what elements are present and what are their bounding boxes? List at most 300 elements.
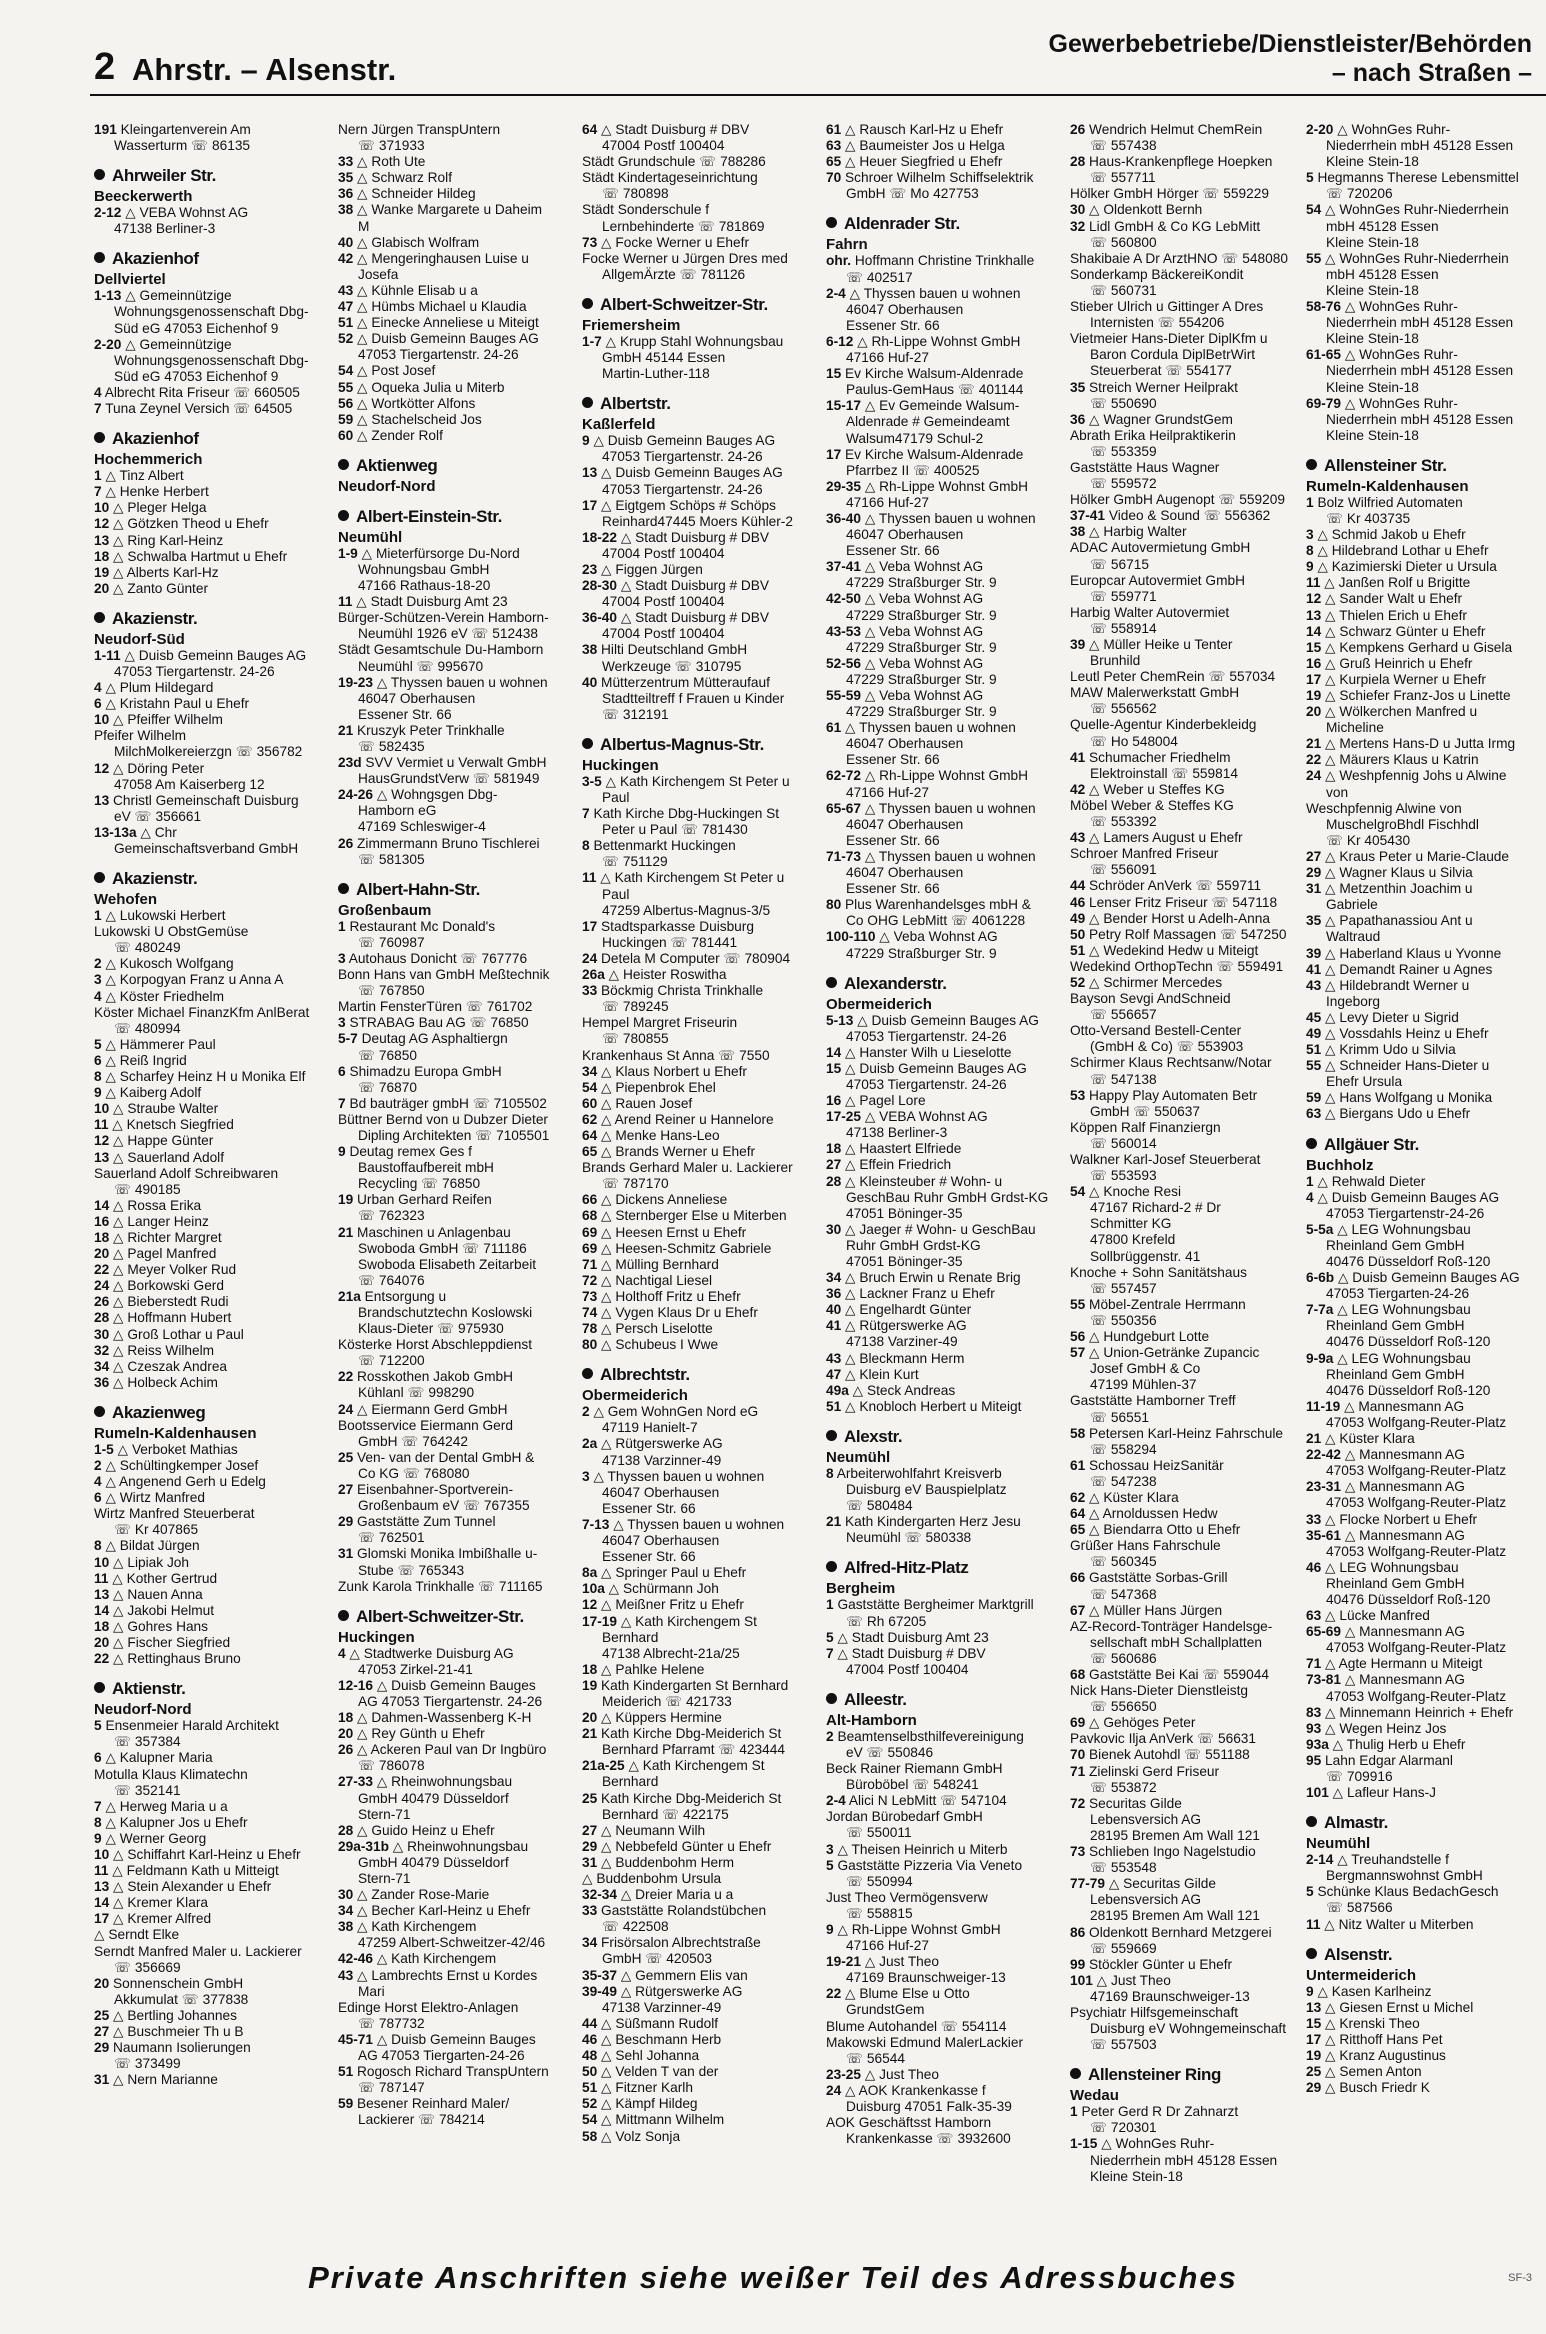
directory-entry [94, 1458, 330, 1474]
directory-entry [582, 967, 818, 983]
entry-text: △ Nebbefeld Günter u Ehefr [601, 1838, 772, 1854]
house-number: 12 [1306, 591, 1322, 607]
entry-continuation: 47004 Postf 100404 [602, 594, 725, 610]
category-line-1: Gewerbebetriebe/Dienstleister/Behörden [1048, 30, 1532, 58]
district-name: Fahrn [826, 236, 868, 254]
street-heading [1306, 456, 1546, 476]
directory-entry [1070, 1088, 1306, 1104]
house-number: 7-13 [582, 1516, 610, 1532]
entry-text: Peter Gerd R Dr Zahnarzt [1081, 2104, 1239, 2120]
entry-text: △ Chr [140, 824, 177, 840]
house-number: 38 [338, 1919, 354, 1935]
bullet-icon [94, 612, 105, 623]
column-1 [94, 122, 330, 2232]
entry-text: △ Dickens Anneliese [601, 1192, 728, 1208]
house-number: 2 [582, 1404, 590, 1420]
directory-entry [338, 2096, 574, 2112]
house-number: 25 [94, 2007, 110, 2023]
street-heading [582, 1365, 818, 1385]
directory-entry [338, 1726, 574, 1742]
directory-entry [582, 1839, 818, 1855]
entry-text: △ Kother Gertrud [112, 1570, 218, 1586]
directory-entry [1070, 685, 1306, 701]
entry-text: △ Thyssen bauen u wohnen [864, 848, 1036, 864]
street-name: Albert-Hahn-Str. [356, 879, 480, 899]
entry-text: △ Krupp Stahl Wohnungsbau [605, 333, 784, 349]
entry-text: △ Hämmerer Paul [105, 1036, 216, 1052]
entry-text: Deutag AG Asphaltiergn [361, 1031, 508, 1047]
house-number: 12 [94, 1133, 110, 1149]
house-number: 8 [1306, 543, 1314, 559]
house-number: 26 [338, 1742, 354, 1758]
entry-text: △ Springer Paul u Ehefr [601, 1565, 747, 1581]
street-name: Akazienstr. [112, 608, 198, 628]
entry-text: Pavkovic Ilja AnVerk ☏ 56631 [1070, 1731, 1257, 1747]
house-number: 28 [1070, 154, 1086, 170]
entry-continuation: ☏ Kr 407865 [114, 1522, 199, 1538]
entry-continuation: Internisten ☏ 554206 [1090, 315, 1225, 331]
house-number: 44 [1070, 878, 1086, 894]
entry-text: Schumacher Friedhelm [1089, 749, 1231, 765]
entry-text: Lidl GmbH & Co KG LebMitt [1089, 218, 1261, 234]
district-name: Neumühl [1306, 1835, 1371, 1853]
house-number: 43 [338, 1967, 354, 1983]
entry-text: △ Schwarz Rolf [357, 170, 453, 186]
entry-text: △ Schiefer Franz-Jos u Linette [1325, 688, 1511, 703]
entry-text: Bettenmarkt Huckingen [593, 838, 736, 854]
house-number: 63 [1306, 1106, 1322, 1122]
directory-entry [826, 2067, 1062, 2083]
house-number: 6-12 [826, 333, 854, 349]
directory-entry [1306, 752, 1546, 768]
directory-entry [94, 1799, 330, 1815]
entry-continuation: ☏ 550994 [846, 1873, 913, 1889]
entry-text: △ Arnoldussen Hedw [1089, 1506, 1218, 1522]
house-number: 60 [582, 1095, 598, 1111]
directory-entry [94, 2008, 330, 2024]
directory-entry [582, 838, 818, 854]
street-name: Albert-Schweitzer-Str. [356, 1606, 524, 1626]
house-number: 31 [94, 2072, 110, 2088]
directory-entry [582, 578, 818, 594]
directory-entry [1306, 1270, 1546, 1286]
entry-text: △ Duisb Gemeinn Bauges AG [1337, 1270, 1520, 1286]
entry-text: △ Schültingkemper Josef [105, 1458, 259, 1473]
directory-entry [338, 1887, 574, 1903]
entry-text: Abrath Erika Heilpraktikerin [1070, 427, 1236, 443]
house-number: 100-110 [826, 929, 876, 945]
entry-continuation: GeschBau Ruhr GmbH Grdst-KG [846, 1189, 1049, 1205]
entry-text: △ Lücke Manfred [1325, 1608, 1430, 1624]
entry-text: Autohaus Donicht ☏ 767776 [348, 950, 528, 966]
street-heading [826, 974, 1062, 994]
page-header [0, 0, 1546, 100]
entry-continuation: 47166 Huf-27 [846, 784, 929, 800]
directory-entry [826, 511, 1062, 527]
house-number: 3 [94, 972, 102, 988]
directory-entry [1070, 154, 1306, 170]
directory-entry [1070, 1265, 1306, 1281]
entry-continuation: ☏ 556091 [1090, 862, 1157, 878]
directory-entry [1070, 460, 1306, 476]
house-number: 5-7 [338, 1031, 358, 1047]
street-name: Akazienweg [112, 1402, 206, 1422]
directory-entry [94, 401, 330, 417]
directory-entry [338, 331, 574, 347]
entry-continuation: Walsum47179 Schul-2 [846, 430, 984, 446]
entry-text: △ Götzken Theod u Ehefr [113, 516, 269, 532]
directory-entry [826, 1466, 1062, 1482]
street-name: Alexanderstr. [844, 973, 947, 993]
entry-text: △ Mengeringhausen Luise u [357, 250, 529, 266]
directory-entry [1070, 782, 1306, 798]
directory-entry [1070, 1957, 1306, 1973]
house-number: 35 [1070, 379, 1086, 395]
entry-text: △ Meißner Fritz u Ehefr [601, 1597, 744, 1613]
directory-entry [826, 1351, 1062, 1367]
house-number: 40 [826, 1302, 842, 1318]
entry-text: Deutag remex Ges f [349, 1144, 472, 1160]
entry-continuation: ☏ 356669 [114, 1959, 181, 1975]
directory-entry [582, 154, 818, 170]
entry-text: AZ-Record-Tonträger Handelsge- [1070, 1618, 1273, 1634]
entry-continuation: Lebensversich AG [1090, 1892, 1202, 1908]
entry-text: △ Figgen Jürgen [601, 561, 703, 577]
directory-entry [1070, 911, 1306, 927]
entry-text: Sonnenschein GmbH [113, 1975, 244, 1991]
entry-text: △ Rettinghaus Bruno [113, 1651, 241, 1667]
directory-entry [826, 1383, 1062, 1399]
entry-continuation: ☏ 780855 [602, 1031, 669, 1047]
entry-text: △ Rey Günth u Ehefr [357, 1726, 485, 1742]
entry-text: Büttner Bernd von u Dubzer Dieter [338, 1111, 548, 1127]
entry-text: △ Stein Alexander u Ehefr [113, 1879, 272, 1895]
house-number: 4 [94, 680, 102, 696]
entry-text: △ Papathanassiou Ant u [1325, 913, 1473, 929]
entry-continuation: 47166 Huf-27 [846, 494, 929, 510]
entry-text: Shakibaie A Dr ArztHNO ☏ 548080 [1070, 250, 1288, 266]
directory-entry [1070, 1184, 1306, 1200]
directory-entry [582, 983, 818, 999]
entry-text: Securitas Gilde [1089, 1795, 1182, 1811]
house-number: 34 [582, 1063, 598, 1079]
directory-entry [1070, 1506, 1306, 1522]
entry-text: △ Duisb Gemeinn Bauges AG [1317, 1189, 1500, 1205]
directory-entry [1306, 1721, 1546, 1737]
entry-continuation: Meiderich ☏ 421733 [602, 1693, 732, 1709]
house-number: 16 [94, 1213, 110, 1229]
entry-text: △ Veba Wohnst AG [864, 688, 984, 703]
entry-text: △ Kristahn Paul u Ehefr [105, 696, 250, 712]
directory-entry [582, 1096, 818, 1112]
entry-continuation: ☏ 720301 [1090, 2120, 1157, 2136]
house-number: 35-61 [1306, 1527, 1342, 1543]
directory-entry [826, 1890, 1062, 1906]
house-number: 12-16 [338, 1677, 374, 1693]
directory-entry [1306, 543, 1546, 559]
house-number: 34 [826, 1270, 842, 1286]
directory-entry [1070, 202, 1306, 218]
house-number: 61-65 [1306, 347, 1342, 363]
house-number: 23d [338, 755, 362, 771]
directory-entry [582, 2016, 818, 2032]
entry-continuation: Süd eG 47053 Eichenhof 9 [114, 320, 279, 336]
bullet-icon [1306, 459, 1317, 470]
house-number: 1 [1306, 494, 1314, 510]
entry-text: △ Rehwald Dieter [1317, 1173, 1426, 1189]
directory-entry [338, 1450, 574, 1466]
entry-continuation: ☏ 558294 [1090, 1441, 1157, 1457]
house-number: 63 [1306, 1608, 1322, 1624]
directory-entry [94, 1571, 330, 1587]
directory-entry [582, 465, 818, 481]
directory-entry [582, 1112, 818, 1128]
entry-continuation: ☏ 587566 [1326, 1900, 1393, 1916]
entry-text: △ WohnGes Ruhr-Niederrhein [1325, 250, 1509, 266]
house-number: 26a [582, 967, 605, 983]
street-name: Alsenstr. [1324, 1944, 1393, 1964]
entry-text: △ Wegen Heinz Jos [1325, 1720, 1447, 1736]
entry-text: Petry Rolf Massagen ☏ 547250 [1089, 926, 1287, 942]
entry-text: △ Treuhandstelle f [1337, 1852, 1449, 1868]
directory-entry [582, 2096, 818, 2112]
house-number: 22 [1306, 752, 1322, 768]
entry-text: △ Scharfey Heinz H u Monika Elf [105, 1069, 306, 1085]
entry-text: △ Groß Lothar u Paul [113, 1326, 244, 1342]
directory-entry [338, 1096, 574, 1112]
entry-continuation: Duisburg eV Wohngemeinschaft [1090, 2021, 1287, 2037]
house-number: 3-5 [582, 773, 602, 789]
house-number: 95 [1306, 1752, 1322, 1768]
house-number: 15 [1306, 2015, 1322, 2031]
directory-entry [94, 1294, 330, 1310]
directory-entry [826, 334, 1062, 350]
directory-entry [1070, 1120, 1306, 1136]
house-number: 51 [338, 2064, 354, 2080]
entry-continuation: 47229 Straßburger Str. 9 [846, 704, 997, 720]
directory-entry [94, 1863, 330, 1879]
entry-continuation: MuschelgroBhdl Fischhdl [1326, 816, 1479, 832]
directory-entry [1070, 637, 1306, 653]
house-number: 10 [94, 500, 110, 516]
entry-continuation: Brunhild [1090, 653, 1141, 669]
entry-text: Bürger-Schützen-Verein Hamborn- [338, 610, 549, 626]
directory-entry [1306, 1010, 1546, 1026]
entry-continuation: 47004 Postf 100404 [602, 626, 725, 642]
street-name: Albert-Einstein-Str. [356, 506, 502, 526]
entry-text: △ Süßmann Rudolf [601, 2015, 719, 2031]
entry-text: △ Piepenbrok Ehel [601, 1079, 716, 1095]
entry-continuation: Lebensversich AG [1090, 1811, 1202, 1827]
entry-text: △ Theisen Heinrich u Miterb [837, 1841, 1008, 1857]
directory-entry [1070, 1297, 1306, 1313]
house-number: 73 [582, 234, 598, 250]
directory-entry [94, 337, 330, 353]
entry-continuation: M [358, 218, 370, 234]
house-number: 54 [1070, 1184, 1086, 1200]
entry-text: Happy Play Automaten Betr [1089, 1087, 1258, 1103]
entry-continuation: Elektroinstall ☏ 559814 [1090, 765, 1238, 781]
entry-text: Hempel Margret Friseurin [582, 1015, 738, 1031]
entry-text: Städt Kindertageseinrichtung [582, 170, 758, 186]
house-number: 73 [582, 1288, 598, 1304]
directory-entry [94, 1442, 330, 1458]
entry-continuation: 47138 Varziner-49 [846, 1334, 958, 1350]
directory-entry [1070, 186, 1306, 202]
entry-text: △ Becher Karl-Heinz u Ehefr [357, 1903, 531, 1919]
directory-entry [582, 1823, 818, 1839]
directory-entry [1306, 962, 1546, 978]
house-number: 1 [1306, 1173, 1314, 1189]
house-number: 22 [338, 1369, 354, 1385]
house-number: 34 [582, 1935, 598, 1951]
street-heading [94, 166, 330, 186]
entry-text: △ Biendarra Otto u Ehefr [1089, 1522, 1241, 1538]
entry-continuation: ☏ 56544 [846, 2050, 905, 2066]
directory-entry [1070, 846, 1306, 862]
entry-continuation: 47169 Schleswiger-4 [358, 819, 486, 835]
entry-text: Gaststätte Pizzeria Via Veneto [837, 1857, 1023, 1873]
house-number: 13 [94, 792, 110, 808]
entry-text: △ Veba Wohnst AG [864, 559, 984, 575]
house-number: 21a [338, 1288, 361, 1304]
house-number: 55-59 [826, 688, 862, 703]
house-number: 72 [582, 1272, 598, 1288]
bullet-icon [826, 1693, 837, 1704]
directory-entry [338, 363, 574, 379]
directory-entry [94, 825, 330, 841]
directory-entry [94, 1037, 330, 1053]
district-name: Rumeln-Kaldenhausen [94, 1424, 257, 1442]
entry-text: △ Feldmann Kath u Mitteigt [112, 1863, 279, 1879]
entry-continuation: ☏ 560686 [1090, 1650, 1157, 1666]
directory-columns [94, 122, 1546, 2232]
bullet-icon [94, 252, 105, 263]
directory-entry [1306, 1608, 1546, 1624]
house-number: 17 [582, 918, 598, 934]
entry-continuation: ☏ 550356 [1090, 1312, 1157, 1328]
house-number: 7 [826, 1645, 834, 1661]
entry-text: Gaststätte Bei Kai ☏ 559044 [1089, 1667, 1269, 1682]
entry-text: Köster Michael FinanzKfm AnlBerat [94, 1004, 310, 1020]
entry-continuation: ☏ 547368 [1090, 1586, 1157, 1602]
directory-entry [826, 1514, 1062, 1530]
entry-continuation: Schmitter KG [1090, 1216, 1172, 1232]
house-number: 17 [94, 1911, 110, 1927]
house-number: 5-5a [1306, 1221, 1334, 1237]
house-number: 55 [1306, 250, 1322, 266]
directory-entry [1070, 1683, 1306, 1699]
entry-text: △ Tinz Albert [105, 468, 184, 484]
directory-entry [1306, 170, 1546, 186]
entry-continuation: Gemeinschaftsverband GmbH [114, 841, 299, 856]
house-number: 30 [94, 1326, 110, 1342]
entry-text: Eisenbahner-Sportverein- [357, 1482, 514, 1498]
house-number: 26 [94, 1294, 110, 1310]
directory-entry [1306, 768, 1546, 784]
directory-entry [94, 1166, 330, 1182]
house-number: 1-9 [338, 545, 358, 561]
entry-text: △ Rütgerswerke AG [620, 1983, 743, 1999]
entry-continuation: (GmbH & Co) ☏ 553903 [1090, 1039, 1244, 1055]
entry-text: △ Persch Liselotte [601, 1321, 713, 1337]
entry-continuation: ☏ 557711 [1090, 170, 1156, 186]
entry-text: Streich Werner Heilprakt [1089, 379, 1238, 395]
entry-text: △ Busch Friedr K [1325, 2080, 1430, 2096]
entry-text: Gaststätte Zum Tunnel [357, 1514, 496, 1530]
entry-text: △ Kremer Klara [113, 1895, 209, 1911]
house-number: 13 [94, 1149, 110, 1165]
directory-entry [94, 1150, 330, 1166]
house-number: 11 [94, 1570, 109, 1586]
house-number: 20 [94, 1635, 110, 1651]
house-number: 8 [826, 1465, 834, 1481]
house-number: 43 [1070, 830, 1086, 846]
house-number: 8 [94, 1069, 102, 1085]
directory-entry [94, 500, 330, 516]
entry-continuation: 47138 Varzinner-49 [602, 1999, 722, 2015]
directory-entry [94, 1327, 330, 1343]
house-number: 51 [338, 315, 354, 331]
entry-text: MAW Malerwerkstatt GmbH [1070, 685, 1240, 701]
entry-text: △ Thyssen bauen u wohnen [613, 1516, 785, 1532]
entry-text: STRABAG Bau AG ☏ 76850 [349, 1015, 529, 1031]
house-number: 43 [826, 1350, 842, 1366]
directory-entry [1070, 1490, 1306, 1506]
directory-entry [582, 1855, 818, 1871]
directory-entry [826, 1061, 1062, 1077]
entry-continuation: ☏ 547138 [1090, 1071, 1157, 1087]
entry-text: Kleingartenverein Am [120, 122, 251, 137]
entry-text: Lenser Fritz Friseur ☏ 547118 [1089, 894, 1278, 910]
entry-continuation: Ingeborg [1326, 993, 1381, 1009]
entry-continuation: 47004 Postf 100404 [602, 138, 725, 154]
house-number: 1 [826, 1597, 834, 1613]
directory-entry [1306, 640, 1546, 656]
entry-text: Besener Reinhard Maler/ [357, 2096, 510, 2112]
house-number: 43-53 [826, 623, 862, 639]
entry-continuation: ☏ 56551 [1090, 1409, 1149, 1425]
entry-continuation: 46047 Oberhausen [846, 816, 964, 832]
entry-text: △ Veba Wohnst AG [864, 623, 984, 639]
directory-entry [1306, 1512, 1546, 1528]
entry-text: Zielinski Gerd Friseur [1089, 1763, 1220, 1779]
directory-entry [338, 675, 574, 691]
entry-text: Hilti Deutschland GmbH [601, 642, 748, 658]
directory-entry [582, 1887, 818, 1903]
house-number: 1-15 [1070, 2136, 1098, 2152]
entry-text: △ Nern Marianne [113, 2072, 218, 2088]
house-number: 27 [94, 2024, 110, 2039]
directory-entry [338, 380, 574, 396]
street-heading [826, 1427, 1062, 1447]
entry-text: Entsorgung u [364, 1288, 447, 1304]
house-number: 2-20 [1306, 122, 1334, 137]
house-number: 36 [826, 1286, 842, 1302]
house-number: 14 [94, 1895, 110, 1911]
house-number: 17 [1306, 2031, 1322, 2047]
house-number: 2-4 [826, 1793, 846, 1809]
entry-continuation: ☏ 580484 [846, 1498, 913, 1514]
entry-continuation: ☏ 556657 [1090, 1007, 1157, 1023]
house-number: 29 [582, 1838, 598, 1854]
directory-entry [582, 642, 818, 658]
directory-entry [94, 793, 330, 809]
bullet-icon [338, 459, 349, 470]
directory-entry [826, 1157, 1062, 1173]
directory-entry [1070, 943, 1306, 959]
house-number: 71 [1070, 1763, 1086, 1779]
